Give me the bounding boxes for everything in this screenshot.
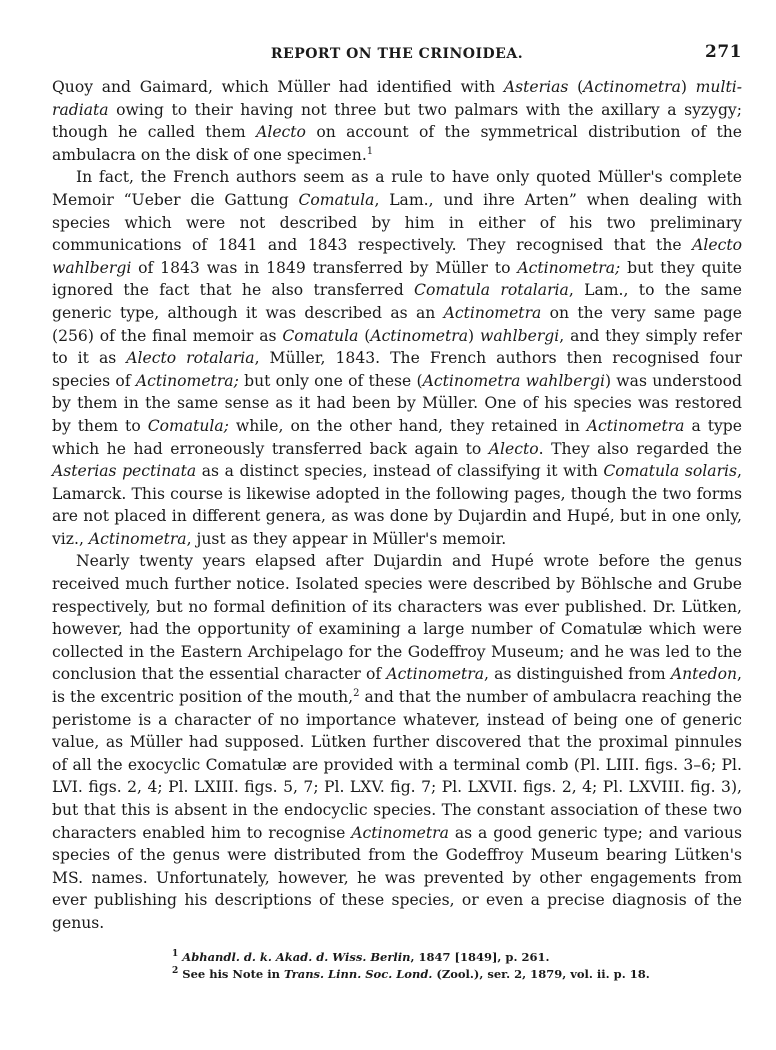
- text-run: In fact, the French authors seem as a rule to have only quoted Müller's complete Memoir “Ueber die Gattung: [52, 168, 742, 209]
- italic-run: wahlbergi: [479, 326, 560, 345]
- text-run: , is the excentric position of the mouth,: [52, 665, 742, 707]
- text-run: (Zool.), ser. 2, 1879, vol. ii. p. 18.: [432, 966, 650, 981]
- paragraph: [52, 76, 742, 166]
- italic-run: Actinometra: [443, 303, 542, 322]
- italic-run: Actinometra;: [135, 371, 239, 390]
- footnote-ref: 2: [353, 687, 360, 699]
- text-run: , as distinguished from: [484, 665, 671, 684]
- page-header: [52, 38, 742, 76]
- text-run: but only one of these (: [238, 371, 423, 390]
- text-run: owing to their having not three but two palmars with the axillary a syzygy; though he called them: [52, 100, 742, 142]
- italic-run: Asterias pectinata: [52, 462, 197, 481]
- italic-run: Actinometra: [351, 823, 449, 842]
- text-run: (: [358, 326, 371, 345]
- footnote-mark: 1: [172, 948, 179, 959]
- text-run: , 1847 [1849], p. 261.: [410, 949, 550, 964]
- paragraph: [52, 550, 742, 934]
- italic-run: Antedon: [670, 665, 738, 684]
- text-run: a type which he had erroneously transferred back again to: [52, 416, 743, 458]
- footnote-ref: 1: [366, 145, 374, 157]
- text-run: Quoy and Gaimard, which Müller had identified with: [52, 78, 504, 96]
- italic-run: Actinometra: [370, 326, 469, 345]
- text-run: , Lamarck. This course is likewise adopted in the following pages, though the two forms are not placed in different genera, as was done by Dujardin and Hupé, but in one only, viz.,: [52, 462, 742, 548]
- text-run: ) was understood by them in the same sense as it had been by Müller. One of his species was restored by them to: [52, 371, 742, 435]
- italic-run: Actinometra: [88, 529, 187, 548]
- italic-run: Alecto wahlbergi: [52, 236, 742, 277]
- text-run: on account of the symmetrical distribution of the ambulacra on the disk of one specimen.: [52, 123, 743, 164]
- italic-run: Actinometra wahlbergi: [422, 371, 605, 390]
- italic-run: Alecto rotalaria: [126, 349, 255, 368]
- text-run: while, on the other hand, they retained in: [228, 416, 587, 435]
- text-run: as a distinct species, instead of classifying it with: [196, 462, 604, 481]
- italic-run: Alecto: [488, 439, 539, 458]
- italic-run: Actinometra;: [517, 258, 621, 277]
- italic-run: Comatula rotalaria: [414, 281, 569, 300]
- text-run: , Müller, 1843. The French authors then recognised four species of: [52, 349, 742, 390]
- running-head: REPORT ON THE CRINOIDEA.: [270, 46, 524, 62]
- text-run: and that the number of ambulacra reaching the peristome is a character of no importance whatever, instead of being one of generic value, as Müller had supposed. Lütken further discovered that the proximal pinnules of all the exocyclic Comatulæ are provided with a terminal comb (Pl. LIII. figs. 3–6; Pl. LVI. figs. 2, 4; Pl. LXIII. figs. 5, 7; Pl. LXV. fig. 7; Pl. LXVII. figs. 2, 4; Pl. LXVIII. fig. 3), but that this is absent in the endocyclic species. The constant association of these two characters enabled him to recognise: [52, 688, 742, 842]
- paragraph: [52, 166, 742, 550]
- italic-run: Comatula: [282, 326, 359, 345]
- text-run: but they quite ignored the fact that he also transferred: [52, 258, 742, 300]
- footnote-mark: 2: [172, 965, 179, 976]
- text-run: on the very same page (256) of the final memoir as: [52, 303, 742, 345]
- text-run: , Lam., und ihre Arten” when dealing with species which were not described by him in either of his two preliminary communications of 1841 and 1843 respectively. They recognised that the: [52, 190, 743, 255]
- italic-run: Abhandl. d. k. Akad. d. Wiss. Berlin: [182, 949, 411, 964]
- text-run: of 1843 was in 1849 transferred by Müller to: [131, 258, 518, 277]
- footnote: [172, 949, 742, 966]
- footnote: [172, 966, 742, 983]
- text-run: ): [468, 326, 480, 345]
- text-run: . They also regarded the: [538, 439, 742, 458]
- italic-run: Comatula;: [147, 416, 229, 435]
- italic-run: Actinometra: [586, 416, 685, 435]
- page-number: 271: [705, 42, 742, 62]
- italic-run: Alecto: [256, 123, 306, 142]
- italic-run: Asterias: [503, 78, 569, 96]
- italic-run: Actinometra: [583, 78, 681, 96]
- text-run: (: [568, 78, 584, 96]
- italic-run: multi-radiata: [52, 78, 742, 119]
- text-run: ): [680, 78, 696, 96]
- italic-run: Actinometra: [386, 665, 485, 684]
- text-run: Nearly twenty years elapsed after Dujardin and Hupé wrote before the genus received much further notice. Isolated species were described by Böhlsche and Grube respectively, but no formal definition of its characters was ever published. Dr. Lütken, however, had the opportunity of examining a large number of Comatulæ which were collected in the Eastern Archipelago for the Godeffroy Museum; and he was led to the conclusion that the essential character of: [52, 552, 742, 684]
- footnotes: [52, 949, 742, 983]
- text-run: , just as they appear in Müller's memoir.: [186, 529, 507, 548]
- italic-run: Comatula solaris: [603, 462, 738, 481]
- text-run: as a good generic type; and various species of the genus were distributed from the Godeffroy Museum bearing Lütken's MS. names. Unfortunately, however, he was prevented by other engagements from ever publishing his descriptions of these species, or even a precise diagnosis of the genus.: [52, 823, 742, 932]
- italic-run: Trans. Linn. Soc. Lond.: [283, 966, 433, 981]
- body-text: [52, 76, 742, 935]
- italic-run: Comatula: [298, 190, 375, 209]
- text-run: See his Note in: [182, 966, 284, 981]
- text-run: , and they simply refer to it as: [52, 326, 742, 368]
- text-run: , Lam., to the same generic type, although it was described as an: [52, 281, 742, 322]
